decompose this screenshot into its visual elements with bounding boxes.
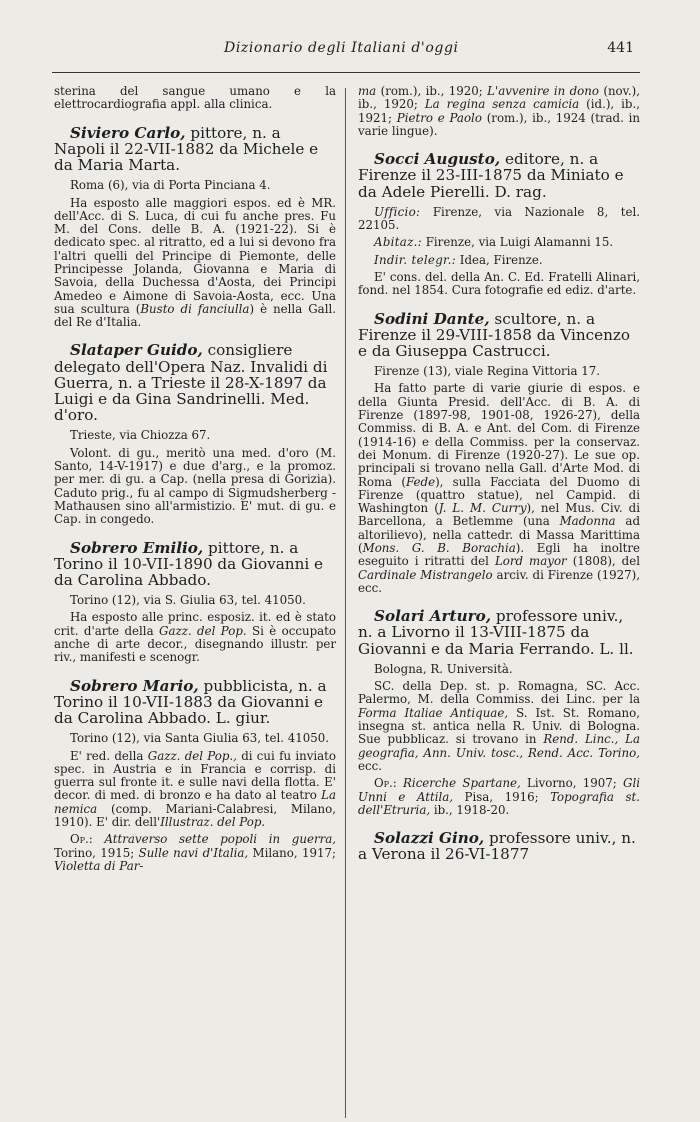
- continuation-text: ma (rom.), ib., 1920; L'avvenire in dono (nov.), ib., 1920; La regina senza camicia (id.), ib., 1921; Pietro e Paolo (rom.), ib., 1924 (trad. in varie lingue).: [358, 84, 641, 138]
- entry-continuation: [358, 85, 640, 138]
- entry-body: E' red. della Gazz. del Pop., di cui fu inviato spec. in Austria e in Francia e corrisp. di guerra sul fronte it. e sulle navi della flotta. E' decor. di med. di bronzo e ha dato al teatro La nemica (comp. Mariani-Calabresi, Milano, 1910). E' dir. dell'Illustraz. del Pop.: [54, 748, 337, 830]
- entry-address: Torino (12), via S. Giulia 63, tel. 41050.: [70, 593, 306, 608]
- entry-body: Volont. di gu., meritò una med. d'oro (M. Santo, 14-V-1917) e due d'arg., e la promoz. per mer. di gu. a Cap. (nella presa di Gorizia). Caduto prig., fu al campo di Sigmudsherberg - Mathausen sino all'armistizio. E' mut. di gu. e Cap. in congedo.: [54, 445, 336, 527]
- entry-telegraph: Indir. telegr.: Idea, Firenze.: [374, 252, 543, 267]
- entry-works: Op.: Attraverso sette popoli in guerra, Torino, 1915; Sulle navi d'Italia, Milano, 1917; Violetta di Par-: [54, 832, 337, 873]
- continuation-text: sterina del sangue umano e la elettrocardiografia appl. alla clinica.: [54, 84, 336, 112]
- left-column: [54, 85, 336, 886]
- entry-body: E' cons. del. della An. C. Ed. Fratelli Alinari, fond. nel 1854. Cura fotografie ed ediz. d'arte.: [358, 269, 640, 298]
- entry-sodini-dante: [358, 311, 640, 596]
- entry-heading: Solazzi Gino, professore univ., n. a Verona il 26-VI-1877: [358, 829, 636, 864]
- entry-body: SC. della Dep. st. p. Romagna, SC. Acc. Palermo, M. della Commiss. dei Linc. per la Forma Italiae Antiquae, S. Ist. St. Romano, insegna st. antica nella R. Univ. di Bologna. Sue pubblicaz. si trovano in Rend. Linc., La geografia, Ann. Univ. tosc., Rend. Acc. Torino, ecc.: [358, 679, 640, 773]
- entry-name: Solazzi Gino,: [374, 829, 485, 848]
- page-number: 441: [607, 40, 634, 56]
- entry-name: Sobrero Emilio,: [70, 538, 204, 557]
- entry-address: Bologna, R. Università.: [374, 661, 513, 676]
- column-divider: [345, 88, 346, 1118]
- entry-slataper-guido: [54, 342, 336, 526]
- entry-body: Ha fatto parte di varie giurie di espos. e della Giunta Presid. dell'Acc. di B. A. di Firenze (1897-98, 1901-08, 1926-27), della Commiss. di B. A. e Ant. del Com. di Firenze (1914-16) e della Commiss. per la conservaz. dei Monum. di Firenze (1920-27). Le sue op. principali si trovano nella Gall. d'Arte Mod. di Roma (Fede), sulla Facciata del Duomo di Firenze (quattro statue), nel Campid. di Washington (J. L. M. Curry), nel Mus. Civ. di Barcellona, a Betlemme (una Madonna ad altorilievo), nella cattedr. di Massa Marittima (Mons. G. B. Borachia). Egli ha inoltre eseguito i ritratti del Lord mayor (1808), del Cardinale Mistrangelo arciv. di Firenze (1927), ecc.: [358, 381, 640, 595]
- entry-address: Trieste, via Chiozza 67.: [70, 428, 211, 443]
- entry-name: Slataper Guido,: [70, 341, 203, 360]
- entry-heading: Sodini Dante, scultore, n. a Firenze il 29-VIII-1858 da Vincenzo e da Giuseppa Castrucci.: [358, 309, 631, 360]
- entry-heading: Solari Arturo, professore univ., n. a Livorno il 13-VIII-1875 da Giovanni e da Maria Ferrando. L. ll.: [358, 607, 634, 658]
- entry-continuation: [54, 85, 336, 112]
- entry-heading: Sobrero Emilio, pittore, n. a Torino il 10-VII-1890 da Giovanni e da Carolina Abbado.: [54, 538, 324, 589]
- entry-heading: Sobrero Mario, pubblicista, n. a Torino il 10-VII-1883 da Giovanni e da Carolina Abbado. L. giur.: [54, 676, 327, 728]
- entry-address: Roma (6), via di Porta Pinciana 4.: [70, 178, 271, 193]
- entry-body: Ha esposto alle princ. esposiz. it. ed è stato crit. d'arte della Gazz. del Pop. Si è occupato anche di arte decor., disegnando illustr. per riv., manifesti e scenogr.: [54, 610, 336, 665]
- entry-name: Socci Augusto,: [374, 150, 501, 169]
- right-column: [358, 85, 640, 876]
- entry-siviero-carlo: [54, 125, 336, 330]
- entry-name: Siviero Carlo,: [70, 123, 186, 142]
- entry-socci-augusto: [358, 151, 640, 297]
- entry-heading: Slataper Guido, consigliere delegato dell'Opera Naz. Invalidi di Guerra, n. a Trieste il 28-X-1897 da Luigi e da Gina Sandrinelli. Med. d'oro.: [54, 341, 328, 425]
- entry-sobrero-mario: [54, 678, 336, 874]
- entry-name: Sobrero Mario,: [70, 676, 199, 695]
- entry-office: Ufficio: Firenze, via Nazionale 8, tel. 22105.: [358, 204, 640, 233]
- entry-solari-arturo: [358, 608, 640, 817]
- entry-name: Solari Arturo,: [374, 607, 492, 626]
- entry-home: Abitaz.: Firenze, via Luigi Alamanni 15.: [374, 235, 614, 250]
- header-rule: [52, 72, 640, 73]
- entry-works: Op.: Ricerche Spartane, Livorno, 1907; Gli Unni e Attila, Pisa, 1916; Topografia st. dell'Etruria, ib., 1918-20.: [358, 776, 640, 817]
- entry-solazzi-gino: [358, 830, 640, 862]
- entry-name: Sodini Dante,: [374, 309, 490, 328]
- entry-sobrero-emilio: [54, 540, 336, 665]
- entry-heading: Siviero Carlo, pittore, n. a Napoli il 22-VII-1882 da Michele e da Maria Marta.: [54, 123, 319, 174]
- entry-heading: Socci Augusto, editore, n. a Firenze il 23-III-1875 da Miniato e da Adele Pierelli. D. rag.: [358, 150, 624, 201]
- entry-address: Torino (12), via Santa Giulia 63, tel. 41050.: [70, 731, 329, 746]
- entry-body: Ha esposto alle maggiori espos. ed è MR. dell'Acc. di S. Luca, di cui fu anche pres. Fu M. del Cons. delle B. A. (1921-22). Si è dedicato spec. al ritratto, ed a lui si devono fra l'altri quelli del Principe di Piemonte, delle Principesse Jolanda, Giovanna e Maria di Savoia, della Duchessa d'Aosta, dei Principi Amedeo e Aimone di Savoia-Aosta, ecc. Una sua scultura (Busto di fanciulla) è nella Gall. del Re d'Italia.: [54, 195, 336, 330]
- page-header: [44, 38, 634, 62]
- running-title: Dizionario degli Italiani d'oggi: [224, 40, 459, 56]
- entry-address: Firenze (13), viale Regina Vittoria 17.: [374, 364, 601, 379]
